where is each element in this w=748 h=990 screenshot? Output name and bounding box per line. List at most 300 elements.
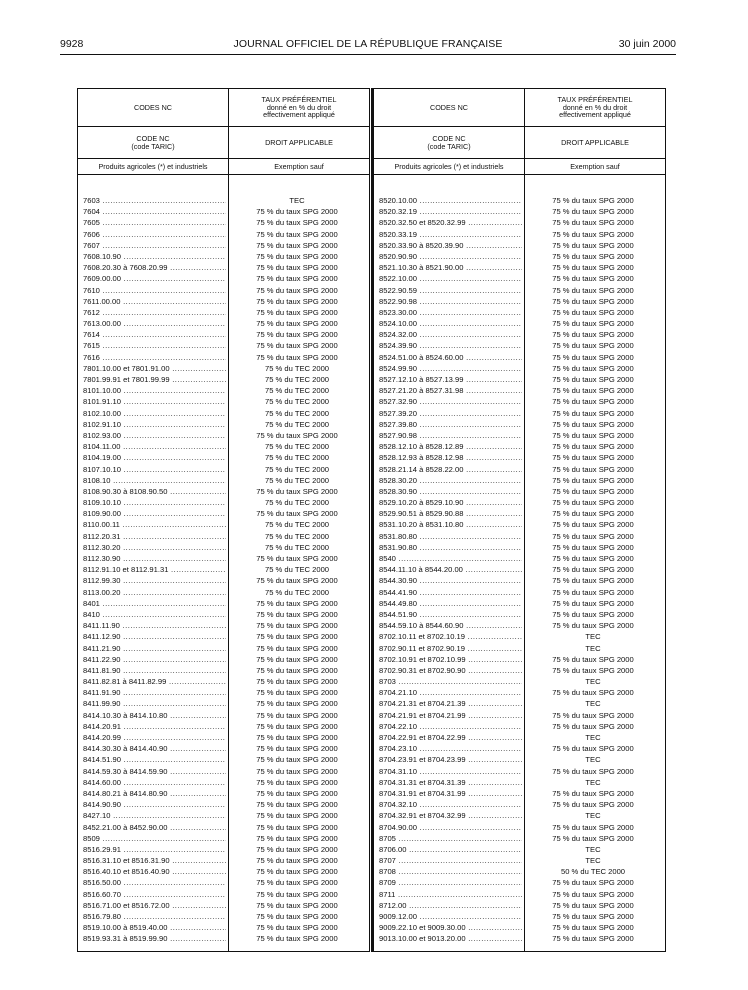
code-cell: 8704.32.91 et 8704.32.99 ..... (379, 810, 522, 821)
code-cell: 9009.22.10 et 9009.30.00 ..... (379, 922, 522, 933)
table-row (374, 643, 665, 654)
code-cell: 8519.10.00 à 8519.40.00 ..... (83, 922, 226, 933)
code-cell: 7615 ..... (83, 340, 226, 351)
droit-applicable-header: DROIT APPLICABLE (265, 137, 333, 147)
table-row (78, 598, 369, 609)
rate-cell: 75 % du taux SPG 2000 (552, 878, 634, 888)
code-cell: 7606 ..... (83, 229, 226, 240)
code-cell: 8414.20.99 ..... (83, 732, 226, 743)
table-row (78, 464, 369, 475)
code-cell: 8529.90.51 à 8529.90.88 ..... (379, 508, 522, 519)
code-cell: 8702.90.31 et 8702.90.90 ..... (379, 665, 522, 676)
table-row (78, 620, 369, 631)
rate-cell: 75 % du taux SPG 2000 (552, 788, 634, 798)
code-cell: 8544.30.90 ..... (379, 575, 522, 586)
rate-cell: 75 % du taux SPG 2000 (552, 251, 634, 261)
rate-cell: 75 % du taux SPG 2000 (256, 900, 338, 910)
table-row (374, 296, 665, 307)
code-cell: 8527.39.20 ..... (379, 408, 522, 419)
code-cell: 8108.10 ..... (83, 475, 226, 486)
table-row (374, 665, 665, 676)
table-row (78, 564, 369, 575)
table-row (374, 553, 665, 564)
code-cell: 8414.30.30 à 8414.40.90 ..... (83, 743, 226, 754)
code-cell: 8704.31.91 et 8704.31.99 ..... (379, 788, 522, 799)
table-row (78, 240, 369, 251)
table-row (78, 486, 369, 497)
rate-cell: 75 % du taux SPG 2000 (256, 554, 338, 563)
code-cell: 8509 ..... (83, 833, 226, 844)
table-row (374, 575, 665, 586)
code-cell: 8109.90.00 ..... (83, 508, 226, 519)
page-header (60, 38, 676, 54)
code-cell: 7605 ..... (83, 217, 226, 228)
table-row (78, 374, 369, 385)
code-cell: 8414.80.21 à 8414.80.90 ..... (83, 788, 226, 799)
rate-cell: TEC (585, 844, 601, 854)
rate-cell: TEC (585, 733, 601, 742)
table-row (374, 307, 665, 318)
code-cell: 8527.12.10 à 8527.13.99 ..... (379, 374, 522, 385)
journal-title: JOURNAL OFFICIEL DE LA RÉPUBLIQUE FRANÇAISE (233, 38, 503, 50)
code-cell: 8516.40.10 et 8516.40.90 ..... (83, 866, 226, 877)
code-cell: 8516.29.91 ..... (83, 844, 226, 855)
code-cell: 8544.51.90 ..... (379, 609, 522, 620)
rate-cell: 75 % du taux SPG 2000 (256, 352, 338, 362)
table-row (78, 296, 369, 307)
table-row (374, 587, 665, 598)
rate-cell: 75 % du taux SPG 2000 (552, 363, 634, 373)
table-row (78, 396, 369, 407)
table-row (78, 285, 369, 296)
rate-cell: 75 % du TEC 2000 (264, 419, 330, 429)
rate-cell: 75 % du TEC 2000 (264, 397, 330, 407)
table-row (78, 340, 369, 351)
code-cell: 8702.90.11 et 8702.90.19 ..... (379, 643, 522, 654)
table-row (374, 441, 665, 452)
rate-cell: 75 % du taux SPG 2000 (256, 240, 338, 250)
table-row (78, 676, 369, 687)
table-row (374, 687, 665, 698)
rate-cell: 75 % du taux SPG 2000 (256, 733, 338, 742)
code-cell: 8520.90.90 ..... (379, 251, 522, 262)
code-cell: 8427.10 ..... (83, 810, 226, 821)
code-cell: 8411.12.90 ..... (83, 631, 226, 642)
code-cell: 8703 ..... (379, 676, 522, 687)
code-cell: 8528.30.20 ..... (379, 475, 522, 486)
rate-cell: 75 % du taux SPG 2000 (256, 207, 338, 217)
code-cell: 7610 ..... (83, 285, 226, 296)
rate-cell: 75 % du TEC 2000 (264, 386, 330, 396)
rate-cell: 75 % du TEC 2000 (264, 498, 330, 508)
code-cell: 8531.80.80 ..... (379, 531, 522, 542)
rate-cell: 75 % du taux SPG 2000 (552, 229, 634, 239)
code-cell: 7801.99.91 et 7801.99.99 ..... (83, 374, 226, 385)
rate-cell: 75 % du TEC 2000 (264, 363, 330, 373)
rate-cell: 75 % du taux SPG 2000 (552, 822, 634, 832)
rate-cell: 75 % du taux SPG 2000 (256, 822, 338, 832)
rate-cell: 75 % du TEC 2000 (264, 453, 330, 463)
table-row (78, 766, 369, 777)
rate-cell: TEC (585, 677, 601, 687)
rate-cell: 75 % du taux SPG 2000 (256, 621, 338, 631)
code-cell: 8516.50.00 ..... (83, 877, 226, 888)
rate-cell: 75 % du taux SPG 2000 (552, 486, 634, 496)
code-cell: 8544.59.10 à 8544.60.90 ..... (379, 620, 522, 631)
code-cell: 8112.99.30 ..... (83, 575, 226, 586)
table-row (374, 855, 665, 866)
rate-cell: TEC (585, 856, 601, 866)
rate-cell: 75 % du taux SPG 2000 (552, 923, 634, 933)
code-cell: 8411.99.90 ..... (83, 698, 226, 709)
code-cell: 7604 ..... (83, 206, 226, 217)
code-cell: 8108.90.30 à 8108.90.50 ..... (83, 486, 226, 497)
table-row (78, 933, 369, 944)
rate-cell: 75 % du taux SPG 2000 (552, 464, 634, 474)
table-row (78, 900, 369, 911)
rate-cell: 75 % du TEC 2000 (264, 542, 330, 552)
table-row (78, 654, 369, 665)
rate-cell: 75 % du taux SPG 2000 (256, 330, 338, 340)
table-row (374, 766, 665, 777)
table-row (374, 408, 665, 419)
code-cell: 8527.90.98 ..... (379, 430, 522, 441)
rate-cell: 75 % du taux SPG 2000 (552, 710, 634, 720)
code-cell: 8414.90.90 ..... (83, 799, 226, 810)
rate-cell: 75 % du taux SPG 2000 (256, 844, 338, 854)
table-row (78, 922, 369, 933)
rate-cell: 75 % du taux SPG 2000 (256, 677, 338, 687)
table-row (78, 631, 369, 642)
header-row-codes (374, 89, 665, 127)
rate-cell: 75 % du taux SPG 2000 (256, 229, 338, 239)
code-cell: 8411.22.90 ..... (83, 654, 226, 665)
rate-cell: 75 % du TEC 2000 (264, 408, 330, 418)
rate-cell: 75 % du taux SPG 2000 (256, 274, 338, 284)
rate-cell: 75 % du taux SPG 2000 (552, 263, 634, 273)
table-row (374, 508, 665, 519)
rate-cell: TEC (585, 777, 601, 787)
table-row (78, 911, 369, 922)
code-cell: 8529.10.20 à 8529.10.90 ..... (379, 497, 522, 508)
code-cell: 8452.21.00 à 8452.90.00 ..... (83, 822, 226, 833)
code-cell: 8107.10.10 ..... (83, 464, 226, 475)
table-row (78, 866, 369, 877)
table-row (374, 374, 665, 385)
rate-cell: TEC (585, 632, 601, 642)
rate-cell: 75 % du taux SPG 2000 (552, 554, 634, 563)
table-row (374, 195, 665, 206)
rate-cell: 75 % du taux SPG 2000 (256, 665, 338, 675)
rate-cell: 75 % du taux SPG 2000 (552, 621, 634, 631)
table-row (374, 631, 665, 642)
table-row (374, 318, 665, 329)
table-row (374, 430, 665, 441)
code-cell: 8528.12.93 à 8528.12.98 ..... (379, 452, 522, 463)
table-row (78, 553, 369, 564)
code-cell: 9013.10.00 et 9013.20.00 ..... (379, 933, 522, 944)
rate-cell: 75 % du taux SPG 2000 (256, 218, 338, 228)
table-row (374, 609, 665, 620)
rate-cell: 75 % du taux SPG 2000 (256, 923, 338, 933)
table-row (78, 743, 369, 754)
table-row (374, 743, 665, 754)
code-cell: 7801.10.00 et 7801.91.00 ..... (83, 363, 226, 374)
left-table (77, 88, 370, 952)
table-row (78, 408, 369, 419)
rate-cell: 75 % du taux SPG 2000 (552, 397, 634, 407)
produits-header: Produits agricoles (*) et industriels (374, 159, 525, 174)
code-cell: 8520.32.19 ..... (379, 206, 522, 217)
rate-cell: 75 % du taux SPG 2000 (552, 520, 634, 530)
rate-cell: 75 % du taux SPG 2000 (256, 509, 338, 519)
code-cell: 8704.21.10 ..... (379, 687, 522, 698)
rate-cell: 75 % du taux SPG 2000 (552, 240, 634, 250)
table-row (78, 587, 369, 598)
code-cell: 8522.90.59 ..... (379, 285, 522, 296)
table-row (374, 877, 665, 888)
code-cell: 8527.21.20 à 8527.31.98 ..... (379, 385, 522, 396)
code-cell: 8706.00 ..... (379, 844, 522, 855)
header-row-produits (78, 159, 369, 175)
table-row (78, 877, 369, 888)
code-cell: 8702.10.91 et 8702.10.99 ..... (379, 654, 522, 665)
code-cell: 8544.49.80 ..... (379, 598, 522, 609)
code-cell: 8109.10.10 ..... (83, 497, 226, 508)
taux-header: TAUX PRÉFÉRENTIEL donné en % du droit effectivement appliqué (557, 94, 633, 120)
table-row (374, 452, 665, 463)
rate-cell: 75 % du taux SPG 2000 (552, 531, 634, 541)
rate-cell: 75 % du TEC 2000 (264, 520, 330, 530)
rate-cell: TEC (289, 196, 305, 205)
rate-cell: 75 % du taux SPG 2000 (552, 475, 634, 485)
code-cell: 8704.23.10 ..... (379, 743, 522, 754)
code-cell: 7607 ..... (83, 240, 226, 251)
table-row (78, 698, 369, 709)
table-row (374, 419, 665, 430)
rate-cell: 75 % du taux SPG 2000 (256, 934, 338, 944)
table-row (374, 598, 665, 609)
code-cell: 8520.33.19 ..... (379, 229, 522, 240)
code-cell: 8524.32.00 ..... (379, 329, 522, 340)
code-cell: 8411.91.90 ..... (83, 687, 226, 698)
code-cell: 8540 ..... (379, 553, 522, 564)
table-row (374, 385, 665, 396)
code-cell: 8704.21.31 et 8704.21.39 ..... (379, 698, 522, 709)
code-cell: 8524.99.90 ..... (379, 363, 522, 374)
table-row (374, 229, 665, 240)
rate-cell: 75 % du taux SPG 2000 (552, 341, 634, 351)
code-cell: 8522.90.98 ..... (379, 296, 522, 307)
rate-cell: 75 % du taux SPG 2000 (256, 486, 338, 496)
code-cell: 8704.21.91 et 8704.21.99 ..... (379, 710, 522, 721)
rate-cell: 75 % du taux SPG 2000 (256, 632, 338, 642)
rate-cell: 75 % du taux SPG 2000 (552, 912, 634, 921)
rate-cell: 75 % du taux SPG 2000 (256, 788, 338, 798)
table-row (78, 262, 369, 273)
table-row (78, 721, 369, 732)
table-row (78, 206, 369, 217)
table-row (374, 698, 665, 709)
table-row (78, 687, 369, 698)
rate-cell: 75 % du taux SPG 2000 (552, 430, 634, 440)
table-row (78, 710, 369, 721)
table-row (374, 464, 665, 475)
rate-cell: 75 % du taux SPG 2000 (552, 453, 634, 463)
rate-cell: 75 % du taux SPG 2000 (552, 665, 634, 675)
code-cell: 8544.41.90 ..... (379, 587, 522, 598)
code-cell: 8110.00.11 ..... (83, 519, 226, 530)
code-cell: 8411.21.90 ..... (83, 643, 226, 654)
rate-cell: 75 % du taux SPG 2000 (256, 766, 338, 776)
rate-cell: 75 % du taux SPG 2000 (552, 688, 634, 698)
rate-cell: 75 % du taux SPG 2000 (552, 889, 634, 899)
code-cell: 8708 ..... (379, 866, 522, 877)
table-row (78, 229, 369, 240)
rate-cell: 75 % du taux SPG 2000 (552, 833, 634, 843)
code-cell: 7608.20.30 à 7608.20.99 ..... (83, 262, 226, 273)
table-row (374, 340, 665, 351)
table-row (78, 251, 369, 262)
code-cell: 9009.12.00 ..... (379, 911, 522, 922)
rate-cell: 75 % du taux SPG 2000 (256, 643, 338, 653)
rate-cell: 75 % du taux SPG 2000 (256, 609, 338, 619)
code-cell: 8704.22.10 ..... (379, 721, 522, 732)
table-row (78, 430, 369, 441)
table-row (78, 195, 369, 206)
table-row (78, 497, 369, 508)
table-row (374, 777, 665, 788)
exemption-header: Exemption sauf (274, 161, 324, 171)
code-cell: 7608.10.90 ..... (83, 251, 226, 262)
table-row (78, 542, 369, 553)
code-cell: 8516.31.10 et 8516.31.90 ..... (83, 855, 226, 866)
table-row (78, 799, 369, 810)
rate-cell: 75 % du taux SPG 2000 (256, 755, 338, 765)
left-rows (78, 195, 369, 945)
rate-cell: 75 % du taux SPG 2000 (256, 263, 338, 273)
table-row (374, 933, 665, 944)
rate-cell: 75 % du taux SPG 2000 (552, 207, 634, 217)
code-cell: 7603 ..... (83, 195, 226, 206)
rate-cell: 75 % du taux SPG 2000 (256, 654, 338, 664)
codes-nc-header: CODES NC (78, 89, 229, 126)
code-cell: 8104.19.00 ..... (83, 452, 226, 463)
table-row (374, 486, 665, 497)
code-cell: 8704.32.10 ..... (379, 799, 522, 810)
table-row (374, 352, 665, 363)
table-row (78, 217, 369, 228)
taux-header: TAUX PRÉFÉRENTIEL donné en % du droit effectivement appliqué (261, 94, 337, 120)
header-row-code-nc (374, 127, 665, 159)
code-cell: 7611.00.00 ..... (83, 296, 226, 307)
table-row (374, 363, 665, 374)
rate-cell: 75 % du taux SPG 2000 (256, 319, 338, 329)
table-row (78, 754, 369, 765)
table-row (78, 419, 369, 430)
rate-cell: 50 % du TEC 2000 (560, 867, 626, 877)
table-row (78, 833, 369, 844)
code-cell: 8704.90.00 ..... (379, 822, 522, 833)
code-cell: 8414.60.00 ..... (83, 777, 226, 788)
code-cell: 8112.20.31 ..... (83, 531, 226, 542)
code-cell: 8712.00 ..... (379, 900, 522, 911)
rate-cell: 75 % du taux SPG 2000 (552, 307, 634, 317)
code-cell: 8101.91.10 ..... (83, 396, 226, 407)
header-row-codes (78, 89, 369, 127)
table-row (374, 710, 665, 721)
table-row (78, 519, 369, 530)
rate-cell: 75 % du taux SPG 2000 (552, 408, 634, 418)
rate-cell: 75 % du TEC 2000 (264, 531, 330, 541)
rate-cell: 75 % du taux SPG 2000 (552, 542, 634, 552)
table-row (78, 777, 369, 788)
droit-applicable-header: DROIT APPLICABLE (561, 137, 629, 147)
table-row (78, 643, 369, 654)
rate-cell: 75 % du taux SPG 2000 (256, 744, 338, 754)
code-cell: 8414.51.90 ..... (83, 754, 226, 765)
header-row-produits (374, 159, 665, 175)
code-cell: 8524.10.00 ..... (379, 318, 522, 329)
code-cell: 8520.10.00 ..... (379, 195, 522, 206)
code-nc-taric-header: CODE NC (code TARIC) (374, 127, 525, 158)
rate-cell: 75 % du taux SPG 2000 (552, 654, 634, 664)
code-cell: 8112.30.20 ..... (83, 542, 226, 553)
rate-cell: TEC (585, 755, 601, 765)
code-cell: 8528.30.90 ..... (379, 486, 522, 497)
code-cell: 8522.10.00 ..... (379, 273, 522, 284)
rate-cell: 75 % du taux SPG 2000 (256, 811, 338, 821)
rate-cell: 75 % du taux SPG 2000 (552, 442, 634, 452)
table-row (374, 788, 665, 799)
rate-cell: 75 % du taux SPG 2000 (552, 498, 634, 508)
table-row (374, 497, 665, 508)
rate-cell: 75 % du taux SPG 2000 (256, 430, 338, 440)
code-cell: 8102.10.00 ..... (83, 408, 226, 419)
exemption-header: Exemption sauf (570, 161, 620, 171)
rate-cell: 75 % du taux SPG 2000 (256, 598, 338, 608)
rate-cell: 75 % du taux SPG 2000 (256, 912, 338, 921)
rate-cell: 75 % du taux SPG 2000 (552, 352, 634, 362)
rate-cell: 75 % du taux SPG 2000 (256, 867, 338, 877)
table-row (78, 889, 369, 900)
rate-cell: 75 % du taux SPG 2000 (552, 296, 634, 306)
header-rule (60, 54, 676, 55)
rate-cell: 75 % du TEC 2000 (264, 442, 330, 452)
table-row (374, 262, 665, 273)
code-cell: 8705 ..... (379, 833, 522, 844)
table-row (374, 866, 665, 877)
code-cell: 8411.81.90 ..... (83, 665, 226, 676)
rate-cell: 75 % du taux SPG 2000 (256, 699, 338, 709)
rate-cell: 75 % du taux SPG 2000 (552, 609, 634, 619)
rate-cell: 75 % du taux SPG 2000 (552, 375, 634, 384)
table-row (374, 721, 665, 732)
rate-cell: 75 % du taux SPG 2000 (256, 341, 338, 351)
table-row (374, 396, 665, 407)
code-cell: 8414.20.91 ..... (83, 721, 226, 732)
rate-cell: 75 % du taux SPG 2000 (256, 576, 338, 586)
table-row (374, 240, 665, 251)
table-row (78, 452, 369, 463)
code-cell: 8704.31.31 et 8704.31.39 ..... (379, 777, 522, 788)
table-row (374, 822, 665, 833)
rate-cell: 75 % du taux SPG 2000 (256, 307, 338, 317)
rate-cell: 75 % du taux SPG 2000 (552, 766, 634, 776)
rate-cell: 75 % du taux SPG 2000 (256, 833, 338, 843)
rate-cell: 75 % du taux SPG 2000 (552, 800, 634, 810)
code-cell: 8704.23.91 et 8704.23.99 ..... (379, 754, 522, 765)
